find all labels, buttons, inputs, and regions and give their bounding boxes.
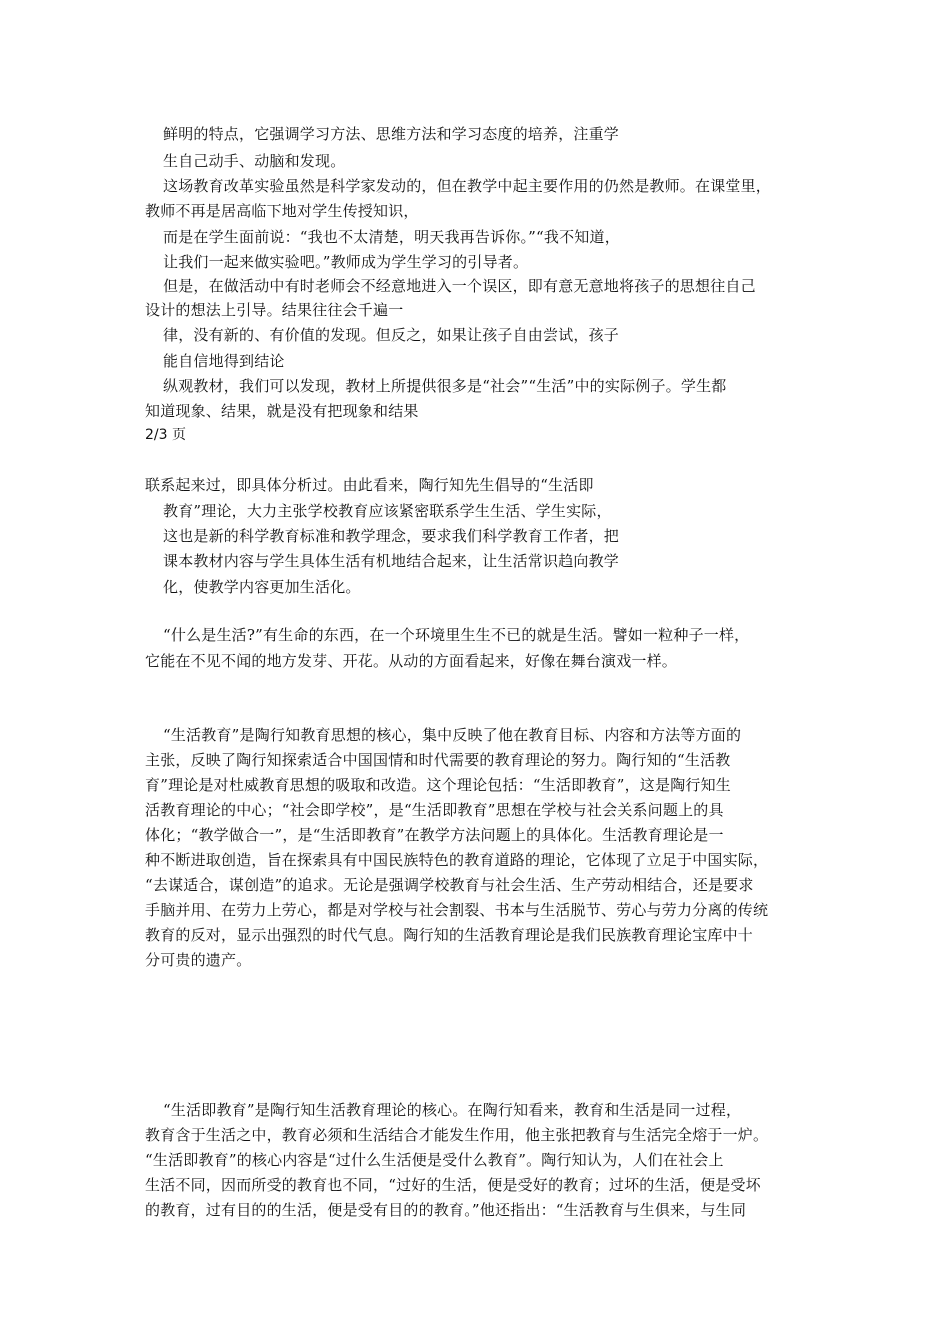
text-line: “生活教育”是陶行知教育思想的核心，集中反映了他在教育目标、内容和方法等方面的 <box>163 726 742 744</box>
text-line: 能自信地得到结论 <box>163 352 285 370</box>
text-line: 这也是新的科学教育标准和教学理念，要求我们科学教育工作者，把 <box>163 527 620 545</box>
text-line: 种不断进取创造，旨在探索具有中国民族特色的教育道路的理论，它体现了立足于中国实际， <box>145 851 769 869</box>
text-line: 体化；“教学做合一”，是“生活即教育”在教学方法问题上的具体化。生活教育理论是一 <box>145 826 724 844</box>
text-line: 化，使教学内容更加生活化。 <box>163 578 361 596</box>
text-line: “生活即教育”是陶行知生活教育理论的核心。在陶行知看来，教育和生活是同一过程， <box>163 1101 742 1119</box>
text-line: 教育的反对，显示出强烈的时代气息。陶行知的生活教育理论是我们民族教育理论宝库中十 <box>145 926 754 944</box>
text-line: 这场教育改革实验虽然是科学家发动的，但在教学中起主要作用的仍然是教师。在课堂里， <box>163 177 772 195</box>
page-number: 2/3 页 <box>145 427 186 443</box>
text-line: 生自己动手、动脑和发现。 <box>163 152 346 170</box>
text-line: 教育”理论，大力主张学校教育应该紧密联系学生生活、学生实际， <box>163 502 612 520</box>
text-line: 生活不同，因而所受的教育也不同，“过好的生活，便是受好的教育；过坏的生活，便是受坏 <box>145 1176 761 1194</box>
text-line: 教师不再是居高临下地对学生传授知识， <box>145 202 419 220</box>
text-line: 育”理论是对杜威教育思想的吸取和改造。这个理论包括：“生活即教育”，这是陶行知生 <box>145 776 732 794</box>
text-line: “什么是生活?”有生命的东西，在一个环境里生生不已的就是生活。譬如一粒种子一样， <box>163 626 750 644</box>
text-line: 手脑并用、在劳力上劳心，都是对学校与社会割裂、书本与生活脱节、劳心与劳力分离的传统 <box>145 901 769 919</box>
text-line: 联系起来过，即具体分析过。由此看来，陶行知先生倡导的“生活即 <box>145 476 594 494</box>
text-line: 律，没有新的、有价值的发现。但反之，如果让孩子自由尝试，孩子 <box>163 326 620 344</box>
text-line: 知道现象、结果，就是没有把现象和结果 <box>145 402 419 420</box>
text-line: 的教育，过有目的的生活，便是受有目的的教育。”他还指出：“生活教育与生俱来，与生同 <box>145 1201 747 1219</box>
text-line: 它能在不见不闻的地方发芽、开花。从动的方面看起来，好像在舞台演戏一样。 <box>145 652 678 670</box>
text-line: 但是，在做活动中有时老师会不经意地进入一个误区，即有意无意地将孩子的思想往自己 <box>163 277 756 295</box>
text-line: 分可贵的遗产。 <box>145 951 252 969</box>
text-line: 鲜明的特点，它强调学习方法、思维方法和学习态度的培养，注重学 <box>163 125 620 143</box>
text-line: 课本教材内容与学生具体生活有机地结合起来，让生活常识趋向教学 <box>163 552 620 570</box>
text-line: 教育含于生活之中，教育必须和生活结合才能发生作用，他主张把教育与生活完全熔于一炉。 <box>145 1126 769 1144</box>
text-line: 纵观教材，我们可以发现，教材上所提供很多是“社会”“生活”中的实际例子。学生都 <box>163 377 727 395</box>
text-line: 而是在学生面前说：“我也不太清楚，明天我再告诉你。”“我不知道， <box>163 228 620 246</box>
text-line: “去谋适合，谋创造”的追求。无论是强调学校教育与社会生活、生产劳动相结合，还是要求 <box>145 876 754 894</box>
text-line: 主张，反映了陶行知探索适合中国国情和时代需要的教育理论的努力。陶行知的“生活教 <box>145 751 731 769</box>
text-line: “生活即教育”的核心内容是“过什么生活便是受什么教育”。陶行知认为，人们在社会上 <box>145 1151 724 1169</box>
text-line: 让我们一起来做实验吧。”教师成为学生学习的引导者。 <box>163 253 529 271</box>
text-line: 活教育理论的中心；“社会即学校”，是“生活即教育”思想在学校与社会关系问题上的具 <box>145 801 724 819</box>
text-line: 设计的想法上引导。结果往往会千遍一 <box>145 301 404 319</box>
